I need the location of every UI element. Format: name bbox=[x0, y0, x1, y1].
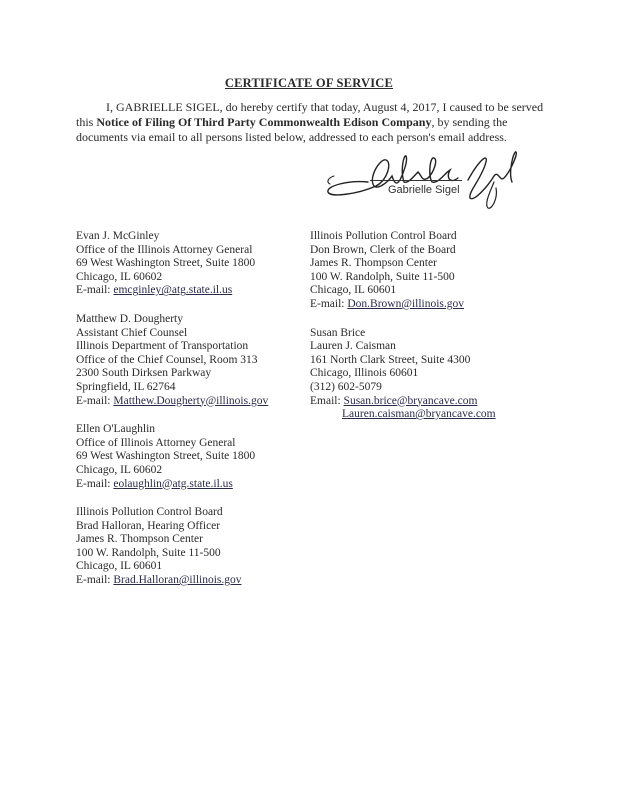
intro-line-3: documents via email to all persons listed below, addressed to each person's email address. bbox=[76, 130, 507, 144]
recipient-line: Office of Illinois Attorney General bbox=[76, 436, 236, 449]
recipient-line: Don Brown, Clerk of the Board bbox=[310, 243, 456, 256]
email-link[interactable]: eolaughlin@atg.state.il.us bbox=[113, 477, 233, 490]
recipient-line: Evan J. McGinley bbox=[76, 230, 160, 242]
email-link[interactable]: emcginley@atg.state.il.us bbox=[113, 284, 233, 297]
email-link[interactable]: Susan.brice@bryancave.com bbox=[343, 394, 478, 407]
handwritten-signature bbox=[318, 142, 538, 214]
recipient-block bbox=[76, 230, 306, 298]
recipient-line: Assistant Chief Counsel bbox=[76, 326, 188, 339]
recipient-line: Chicago, IL 60601 bbox=[310, 284, 397, 297]
recipient-block bbox=[76, 506, 306, 588]
recipient-line: 100 W. Randolph, Suite 11-500 bbox=[310, 270, 455, 283]
recipient-line: Susan Brice bbox=[310, 326, 366, 339]
recipient-line: Office of the Chief Counsel, Room 313 bbox=[76, 353, 258, 366]
email-link[interactable]: Lauren.caisman@bryancave.com bbox=[342, 408, 496, 421]
recipient-email-line: E-mail: eolaughlin@atg.state.il.us bbox=[76, 477, 233, 490]
email-link[interactable]: Don.Brown@illinois.gov bbox=[347, 297, 465, 310]
recipient-email-line bbox=[310, 408, 560, 422]
recipient-email-line: Email: Susan.brice@bryancave.com bbox=[310, 394, 478, 407]
recipient-line: James R. Thompson Center bbox=[310, 257, 437, 270]
recipient-line: 100 W. Randolph, Suite 11-500 bbox=[76, 546, 221, 559]
recipient-line: Chicago, IL 60602 bbox=[76, 463, 163, 476]
recipient-line: Chicago, IL 60601 bbox=[76, 560, 163, 573]
signer-name: Gabrielle Sigel bbox=[388, 184, 460, 196]
recipient-line: Illinois Pollution Control Board bbox=[310, 230, 457, 242]
certification-paragraph bbox=[76, 100, 546, 145]
recipient-line: Office of the Illinois Attorney General bbox=[76, 243, 253, 256]
email-link[interactable]: Matthew.Dougherty@illinois.gov bbox=[113, 394, 269, 407]
recipient-line: Ellen O'Laughlin bbox=[76, 423, 156, 436]
recipient-line: Lauren J. Caisman bbox=[310, 340, 396, 353]
recipient-email-line: E-mail: Matthew.Dougherty@illinois.gov bbox=[76, 394, 269, 407]
recipient-block bbox=[76, 423, 306, 491]
recipient-block bbox=[310, 327, 560, 422]
recipient-email-line: E-mail: Don.Brown@illinois.gov bbox=[310, 297, 465, 310]
recipient-line: Illinois Department of Transportation bbox=[76, 340, 249, 353]
recipient-line: James R. Thompson Center bbox=[76, 533, 203, 546]
recipient-block bbox=[310, 230, 560, 312]
recipient-email-line: E-mail: emcginley@atg.state.il.us bbox=[76, 284, 233, 297]
recipient-line: Chicago, Illinois 60601 bbox=[310, 367, 419, 380]
intro-line-1: I, GABRIELLE SIGEL, do hereby certify that today, August 4, 2017, I caused to be served bbox=[106, 100, 544, 114]
recipient-line: Matthew D. Dougherty bbox=[76, 312, 183, 325]
document-title: CERTIFICATE OF SERVICE bbox=[224, 76, 394, 90]
recipients-left-column bbox=[76, 230, 306, 603]
recipient-line: Chicago, IL 60602 bbox=[76, 270, 163, 283]
recipient-line: 69 West Washington Street, Suite 1800 bbox=[76, 450, 256, 463]
notice-title: Notice of Filing Of Third Party Commonwealth Edison Company bbox=[96, 115, 432, 129]
signature-line bbox=[370, 180, 462, 181]
recipient-email-line: E-mail: Brad.Halloran@illinois.gov bbox=[76, 574, 242, 587]
recipient-line: 69 West Washington Street, Suite 1800 bbox=[76, 257, 256, 270]
recipients-right-column bbox=[310, 230, 560, 437]
intro-line-2: this Notice of Filing Of Third Party Commonwealth Edison Company, by sending the bbox=[76, 115, 508, 129]
recipient-line: (312) 602-5079 bbox=[310, 380, 382, 393]
recipient-line: Brad Halloran, Hearing Officer bbox=[76, 519, 221, 532]
recipient-line: Springfield, IL 62764 bbox=[76, 380, 176, 393]
recipient-line: 161 North Clark Street, Suite 4300 bbox=[310, 353, 471, 366]
recipient-block bbox=[76, 313, 306, 408]
email-link[interactable]: Brad.Halloran@illinois.gov bbox=[113, 574, 242, 587]
recipient-line: 2300 South Dirksen Parkway bbox=[76, 367, 212, 380]
recipient-line: Illinois Pollution Control Board bbox=[76, 506, 223, 519]
